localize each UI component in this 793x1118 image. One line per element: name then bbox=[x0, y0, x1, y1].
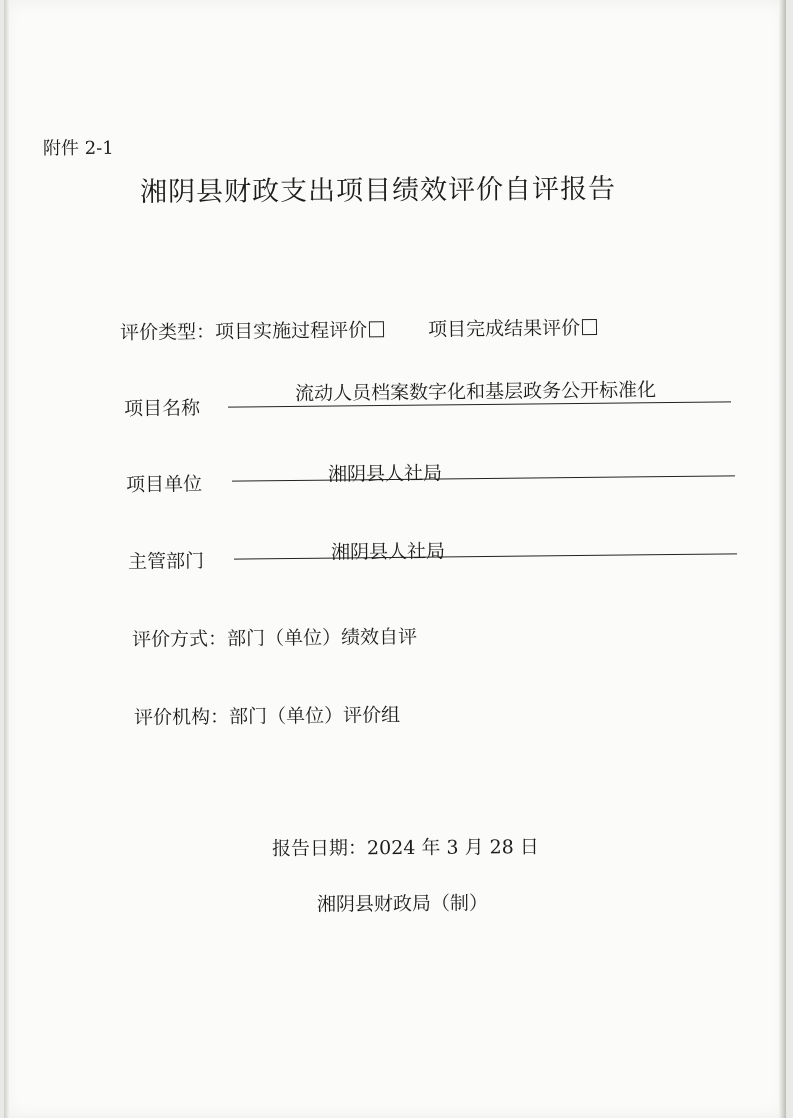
supervisor-line bbox=[234, 553, 737, 559]
eval-type-row bbox=[120, 313, 601, 345]
project-name-value: 流动人员档案数字化和基层政务公开标准化 bbox=[294, 379, 657, 405]
project-unit-line bbox=[232, 475, 735, 481]
eval-method-value: 部门（单位）绩效自评 bbox=[226, 626, 418, 651]
project-unit-label: 项目单位 bbox=[125, 473, 203, 496]
eval-method-label: 评价方式： bbox=[131, 628, 228, 651]
eval-org-row bbox=[134, 700, 400, 730]
eval-method-row bbox=[132, 622, 417, 652]
document-title: 湘阴县财政支出项目绩效评价自评报告 bbox=[139, 173, 617, 208]
eval-type-option-result: 项目完成结果评价 bbox=[427, 317, 581, 341]
document-page bbox=[4, 0, 786, 1118]
project-unit-value: 湘阴县人社局 bbox=[327, 462, 443, 486]
project-name-label: 项目名称 bbox=[123, 397, 201, 420]
page-edge-left bbox=[4, 0, 9, 1118]
eval-org-label: 评价机构： bbox=[133, 706, 230, 729]
report-date: 报告日期：2024 年 3 月 28 日 bbox=[271, 836, 539, 860]
page-edge-right bbox=[779, 0, 786, 1118]
supervisor-label: 主管部门 bbox=[127, 550, 205, 573]
eval-type-label: 评价类型： bbox=[119, 321, 216, 344]
issuer: 湘阴县财政局（制） bbox=[316, 892, 489, 916]
process-eval-checkbox[interactable] bbox=[369, 321, 384, 337]
supervisor-value: 湘阴县人社局 bbox=[330, 540, 446, 564]
attachment-number: 附件 2-1 bbox=[42, 137, 114, 160]
result-eval-checkbox[interactable] bbox=[582, 319, 597, 335]
eval-type-option-process: 项目实施过程评价 bbox=[214, 319, 368, 344]
eval-org-value: 部门（单位）评价组 bbox=[228, 704, 401, 729]
